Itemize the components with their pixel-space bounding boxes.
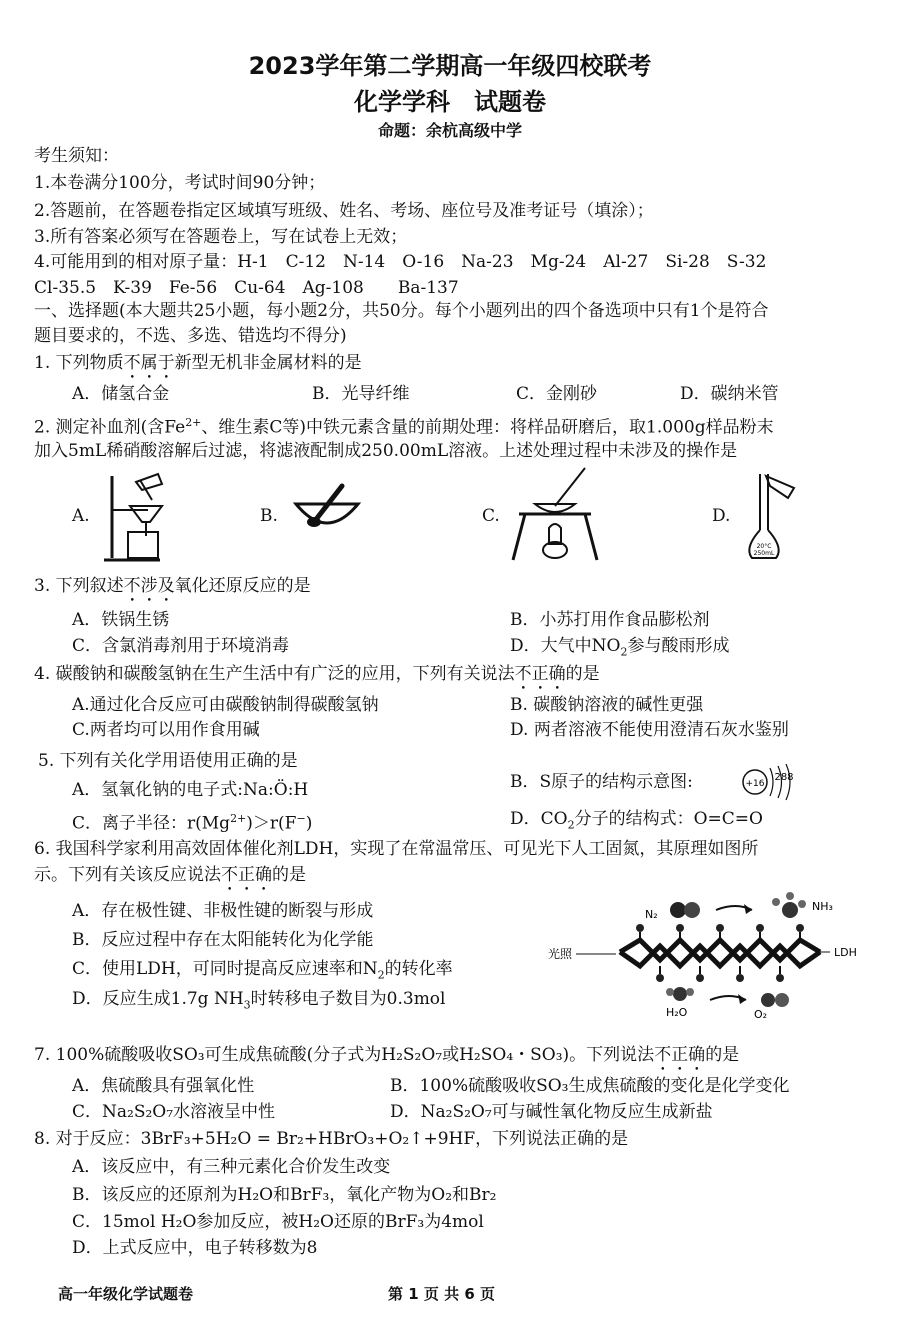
q6-option-a: A．存在极性键、非极性键的断裂与形成: [72, 901, 374, 921]
q3-option-d: D．大气中$NO_2$参与酸雨形成: [510, 636, 730, 659]
sulfur-atom-diagram-icon: [738, 760, 808, 804]
q8-option-b: B．该反应的还原剂为H₂O和BrF₃，氧化产物为O₂和Br₂: [72, 1185, 497, 1205]
svg-text:O₂: O₂: [754, 1008, 768, 1021]
q7-option-d: D．Na₂S₂O₇可与碱性氧化物反应生成新盐: [390, 1102, 713, 1122]
electron-formula: Na:Ö:H: [243, 780, 309, 800]
q8-option-d: D．上式反应中，电子转移数为8: [72, 1238, 318, 1258]
section-heading-line1: 一、选择题(本大题共25小题，每小题2分，共50分。每个小题列出的四个备选项中只有1个是符合: [34, 301, 769, 321]
exam-title: 2023学年第二学期高一年级四校联考: [248, 52, 652, 80]
svg-text:20°C: 20°C: [756, 543, 772, 550]
q3-option-a: A．铁锅生锈: [72, 610, 170, 630]
q2-option-b: B.: [260, 506, 278, 526]
evaporation-apparatus-icon: [505, 466, 605, 566]
q8-stem: 8. 对于反应：3BrF₃+5H₂O = Br₂+HBrO₃+O₂↑+9HF，下列说法正确的是: [34, 1129, 629, 1149]
q4-option-d: D. 两者溶液不能使用澄清石灰水鉴别: [510, 720, 789, 740]
q1-option-c: C．金刚砂: [516, 384, 598, 404]
q8-option-a: A．该反应中，有三种元素化合价发生改变: [72, 1157, 391, 1177]
notice-item-2: 2.答题前，在答题卷指定区域填写班级、姓名、考场、座位号及准考证号（填涂）；: [34, 201, 654, 221]
q7-option-c: C．Na₂S₂O₇水溶液呈中性: [72, 1102, 276, 1122]
q2-option-d: D.: [712, 506, 731, 526]
q5-option-a: A．氢氧化钠的电子式:Na:Ö:H: [72, 780, 309, 800]
q5-option-c: C．离子半径：$r(Mg^{2+})>r(F^-)$: [72, 812, 313, 834]
q5-stem: 5. 下列有关化学用语使用正确的是: [38, 751, 298, 771]
q6-option-c: C．使用LDH，可同时提高反应速率和$N_2$的转化率: [72, 959, 453, 982]
q7-option-a: A．焦硫酸具有强氧化性: [72, 1076, 255, 1096]
notice-item-1: 1.本卷满分100分，考试时间90分钟；: [34, 173, 326, 193]
exam-author: 命题：余杭高级中学: [377, 121, 522, 140]
q6-option-d: D．反应生成1.7g $NH_3$时转移电子数目为0.3mol: [72, 989, 446, 1012]
q7-stem: 7. 100%硫酸吸收SO₃可生成焦硫酸(分子式为H₂S₂O₇或H₂SO₄・SO₃)。下列说法不正确的是: [34, 1045, 740, 1065]
q4-option-b: B. 碳酸钠溶液的碱性更强: [510, 695, 704, 715]
svg-text:288: 288: [774, 772, 794, 783]
svg-text:+16: +16: [745, 779, 765, 789]
section-heading-line2: 题目要求的，不选、多选、错选均不得分): [34, 326, 347, 346]
q4-option-a: A.通过化合反应可由碳酸钠制得碳酸氢钠: [72, 695, 379, 715]
q1-option-d: D．碳纳米管: [680, 384, 779, 404]
q6-stem-line2: 示。下列有关该反应说法不正确的是: [34, 865, 306, 885]
q3-option-c: C．含氯消毒剂用于环境消毒: [72, 636, 290, 656]
q5-option-d: D．$CO_2$分子的结构式：O=C=O: [510, 809, 763, 832]
q8-option-c: C．15mol H₂O参加反应，被H₂O还原的BrF₃为4mol: [72, 1212, 484, 1232]
q1-stem: 1. 下列物质不属于新型无机非金属材料的是: [34, 353, 362, 373]
q1-option-b: B．光导纤维: [312, 384, 410, 404]
notice-heading: 考生须知：: [34, 146, 119, 166]
q1-option-a: A．储氢合金: [72, 384, 170, 404]
q1-emphasis: 不属于: [123, 353, 175, 373]
q4-stem: 4. 碳酸钠和碳酸氢钠在生产生活中有广泛的应用，下列有关说法不正确的是: [34, 664, 600, 684]
volumetric-flask-icon: [740, 470, 810, 566]
q4-option-c: C.两者均可以用作食用碱: [72, 720, 260, 740]
q2-stem-line1: 2. 测定补血剂(含$Fe^{2+}$、维生素C等)中铁元素含量的前期处理：将样品研磨后，取1.000g样品粉末: [34, 416, 774, 438]
q6-option-b: B．反应过程中存在太阳能转化为化学能: [72, 930, 374, 950]
q7-option-b: B．100%硫酸吸收SO₃生成焦硫酸的变化是化学变化: [390, 1076, 790, 1096]
svg-text:光照: 光照: [548, 947, 573, 961]
page-number: 第 1 页 共 6 页: [388, 1285, 495, 1303]
svg-text:N₂: N₂: [645, 908, 658, 921]
notice-item-3: 3.所有答案必须写在答题卷上，写在试卷上无效；: [34, 227, 408, 247]
svg-text:LDH: LDH: [834, 946, 857, 959]
exam-subtitle: 化学学科 试题卷: [354, 88, 546, 116]
q3-stem: 3. 下列叙述不涉及氧化还原反应的是: [34, 576, 311, 596]
q6-stem-line1: 6. 我国科学家利用高效固体催化剂LDH，实现了在常温常压、可见光下人工固氮，其原理如图所: [34, 839, 759, 859]
q2-stem-line2: 加入5mL稀硝酸溶解后过滤，将滤液配制成250.00mL溶液。上述处理过程中未涉及的操作是: [34, 441, 738, 461]
notice-item-4a: 4.可能用到的相对原子量：H-1 C-12 N-14 O-16 Na-23 Mg-24 Al-27 Si-28 S-32: [34, 252, 767, 272]
svg-text:H₂O: H₂O: [666, 1006, 688, 1019]
svg-text:NH₃: NH₃: [812, 900, 833, 913]
mortar-pestle-icon: [292, 482, 362, 542]
ldh-catalyst-diagram: [540, 888, 880, 1023]
footer-title: 高一年级化学试题卷: [58, 1285, 194, 1303]
svg-text:250mL: 250mL: [753, 550, 775, 557]
notice-item-4b: Cl-35.5 K-39 Fe-56 Cu-64 Ag-108 Ba-137: [34, 278, 459, 298]
filtration-apparatus-icon: [100, 470, 180, 565]
q2-option-c: C.: [482, 506, 500, 526]
q2-option-a: A.: [72, 506, 90, 526]
q3-option-b: B．小苏打用作食品膨松剂: [510, 610, 710, 630]
q5-option-b: B．S原子的结构示意图:: [510, 772, 693, 792]
